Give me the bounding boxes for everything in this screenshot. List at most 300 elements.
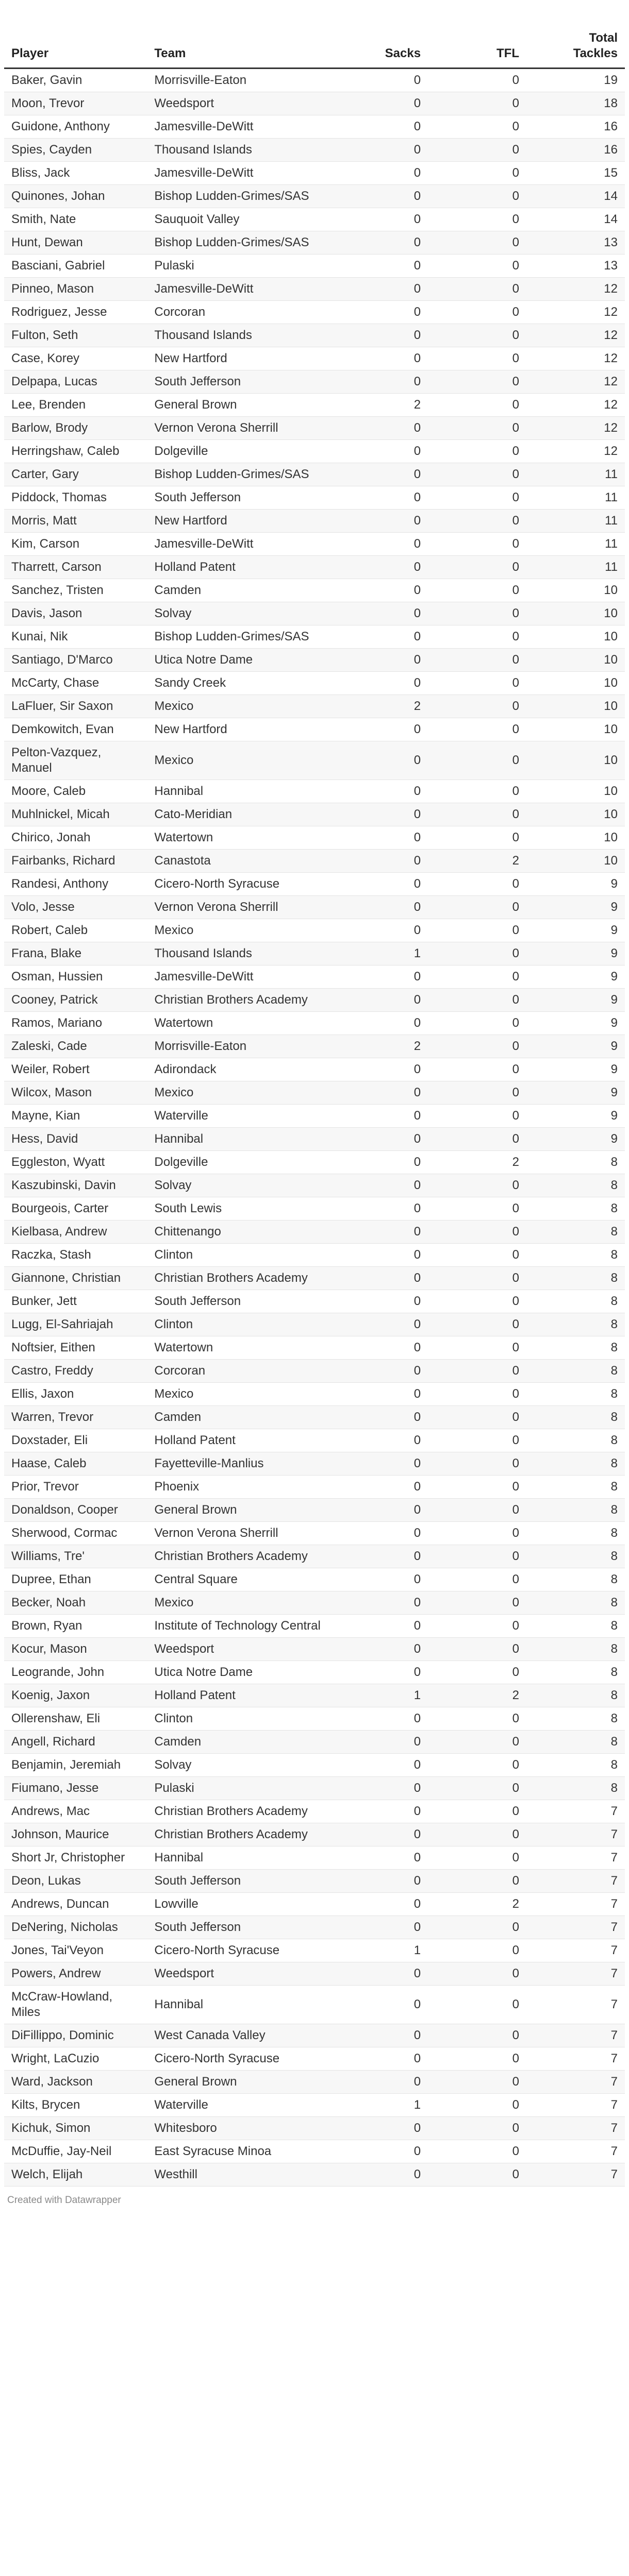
table-row xyxy=(4,254,625,277)
table-row xyxy=(4,1545,625,1568)
sacks-cell: 1 xyxy=(329,2093,428,2116)
table-body xyxy=(4,68,625,2186)
total-tackles-cell: 8 xyxy=(526,1684,625,1707)
total-tackles-cell: 8 xyxy=(526,1614,625,1637)
team-cell: Mexico xyxy=(147,694,329,718)
sacks-cell: 0 xyxy=(329,1545,428,1568)
table-row xyxy=(4,1243,625,1266)
total-tackles-cell: 8 xyxy=(526,1313,625,1336)
table-row xyxy=(4,1846,625,1869)
tfl-cell: 0 xyxy=(428,1707,526,1730)
tfl-cell: 2 xyxy=(428,1150,526,1174)
sacks-cell: 0 xyxy=(329,1892,428,1916)
sacks-cell: 0 xyxy=(329,849,428,872)
sacks-cell: 0 xyxy=(329,138,428,161)
table-row xyxy=(4,694,625,718)
column-header-team[interactable]: Team xyxy=(147,0,329,68)
table-row xyxy=(4,1220,625,1243)
player-cell: Brown, Ryan xyxy=(4,1614,147,1637)
table-row xyxy=(4,2140,625,2163)
team-cell: Thousand Islands xyxy=(147,138,329,161)
tfl-cell: 2 xyxy=(428,1684,526,1707)
tfl-cell: 0 xyxy=(428,1081,526,1104)
sacks-cell: 0 xyxy=(329,1359,428,1382)
tfl-cell: 0 xyxy=(428,1985,526,2024)
total-tackles-cell: 9 xyxy=(526,1127,625,1150)
total-tackles-cell: 10 xyxy=(526,579,625,602)
sacks-cell: 0 xyxy=(329,625,428,648)
table-row xyxy=(4,1011,625,1035)
sacks-cell: 0 xyxy=(329,1823,428,1846)
team-cell: Cicero-North Syracuse xyxy=(147,872,329,895)
player-cell: Lee, Brenden xyxy=(4,393,147,416)
tfl-cell: 0 xyxy=(428,895,526,919)
total-tackles-cell: 8 xyxy=(526,1382,625,1405)
tfl-cell: 0 xyxy=(428,277,526,300)
tfl-cell: 0 xyxy=(428,68,526,92)
total-tackles-cell: 14 xyxy=(526,208,625,231)
sacks-cell: 0 xyxy=(329,2024,428,2047)
total-tackles-cell: 10 xyxy=(526,648,625,671)
sacks-cell: 0 xyxy=(329,463,428,486)
tfl-cell: 0 xyxy=(428,1939,526,1962)
table-row xyxy=(4,1382,625,1405)
tfl-cell: 0 xyxy=(428,741,526,779)
total-tackles-cell: 12 xyxy=(526,300,625,324)
player-cell: Bourgeois, Carter xyxy=(4,1197,147,1220)
sacks-cell: 0 xyxy=(329,1776,428,1800)
total-tackles-cell: 11 xyxy=(526,509,625,532)
sacks-cell: 0 xyxy=(329,1707,428,1730)
team-cell: Morrisville-Eaton xyxy=(147,68,329,92)
table-row xyxy=(4,1290,625,1313)
tfl-cell: 0 xyxy=(428,2070,526,2093)
total-tackles-cell: 15 xyxy=(526,161,625,184)
sacks-cell: 0 xyxy=(329,115,428,138)
table-row xyxy=(4,1081,625,1104)
player-cell: Noftsier, Eithen xyxy=(4,1336,147,1359)
team-cell: Mexico xyxy=(147,1081,329,1104)
team-cell: Clinton xyxy=(147,1707,329,1730)
team-cell: South Jefferson xyxy=(147,370,329,393)
team-cell: Clinton xyxy=(147,1313,329,1336)
player-cell: Spies, Cayden xyxy=(4,138,147,161)
table-row xyxy=(4,1313,625,1336)
team-cell: General Brown xyxy=(147,2070,329,2093)
sacks-cell: 0 xyxy=(329,741,428,779)
player-cell: Castro, Freddy xyxy=(4,1359,147,1382)
table-row xyxy=(4,439,625,463)
sacks-cell: 0 xyxy=(329,2140,428,2163)
player-cell: Mayne, Kian xyxy=(4,1104,147,1127)
tackles-table xyxy=(4,0,625,2187)
team-cell: Dolgeville xyxy=(147,1150,329,1174)
total-tackles-cell: 9 xyxy=(526,895,625,919)
sacks-cell: 0 xyxy=(329,919,428,942)
team-cell: Solvay xyxy=(147,602,329,625)
player-cell: Pinneo, Mason xyxy=(4,277,147,300)
team-cell: Sauquoit Valley xyxy=(147,208,329,231)
table-row xyxy=(4,184,625,208)
player-cell: Bunker, Jett xyxy=(4,1290,147,1313)
total-tackles-cell: 9 xyxy=(526,988,625,1011)
player-cell: McCraw-Howland, Miles xyxy=(4,1985,147,2024)
total-tackles-cell: 13 xyxy=(526,254,625,277)
team-cell: Bishop Ludden-Grimes/SAS xyxy=(147,463,329,486)
player-cell: Ollerenshaw, Eli xyxy=(4,1707,147,1730)
total-tackles-cell: 8 xyxy=(526,1429,625,1452)
sacks-cell: 0 xyxy=(329,370,428,393)
player-cell: Weiler, Robert xyxy=(4,1058,147,1081)
player-cell: Robert, Caleb xyxy=(4,919,147,942)
player-cell: Guidone, Anthony xyxy=(4,115,147,138)
sacks-cell: 0 xyxy=(329,1753,428,1776)
tfl-cell: 0 xyxy=(428,92,526,115)
total-tackles-cell: 12 xyxy=(526,324,625,347)
team-cell: South Jefferson xyxy=(147,486,329,509)
team-cell: Corcoran xyxy=(147,300,329,324)
table-row xyxy=(4,1035,625,1058)
total-tackles-cell: 10 xyxy=(526,625,625,648)
total-tackles-cell: 7 xyxy=(526,1962,625,1985)
tfl-cell: 0 xyxy=(428,919,526,942)
sacks-cell: 0 xyxy=(329,1405,428,1429)
total-tackles-cell: 12 xyxy=(526,277,625,300)
total-tackles-cell: 7 xyxy=(526,1869,625,1892)
tfl-cell: 0 xyxy=(428,509,526,532)
player-cell: Moore, Caleb xyxy=(4,779,147,803)
sacks-cell: 0 xyxy=(329,1985,428,2024)
sacks-cell: 0 xyxy=(329,1429,428,1452)
tfl-cell: 0 xyxy=(428,1429,526,1452)
total-tackles-line-1: Total xyxy=(589,30,618,45)
tfl-cell: 0 xyxy=(428,1823,526,1846)
tfl-cell: 0 xyxy=(428,1197,526,1220)
table-row xyxy=(4,1776,625,1800)
sacks-cell: 0 xyxy=(329,602,428,625)
team-cell: South Lewis xyxy=(147,1197,329,1220)
table-row xyxy=(4,942,625,965)
total-tackles-cell: 12 xyxy=(526,439,625,463)
sacks-cell: 0 xyxy=(329,254,428,277)
team-cell: Christian Brothers Academy xyxy=(147,1823,329,1846)
total-tackles-cell: 10 xyxy=(526,718,625,741)
table-row xyxy=(4,895,625,919)
tfl-cell: 0 xyxy=(428,1266,526,1290)
player-cell: Wright, LaCuzio xyxy=(4,2047,147,2070)
tfl-cell: 0 xyxy=(428,1521,526,1545)
team-cell: Jamesville-DeWitt xyxy=(147,277,329,300)
table-row xyxy=(4,2070,625,2093)
tfl-cell: 0 xyxy=(428,648,526,671)
tfl-cell: 0 xyxy=(428,1660,526,1684)
total-tackles-cell: 8 xyxy=(526,1637,625,1660)
tfl-cell: 0 xyxy=(428,1498,526,1521)
player-cell: Kielbasa, Andrew xyxy=(4,1220,147,1243)
tfl-cell: 0 xyxy=(428,1405,526,1429)
table-row xyxy=(4,231,625,254)
sacks-cell: 0 xyxy=(329,184,428,208)
sacks-cell: 0 xyxy=(329,161,428,184)
total-tackles-cell: 9 xyxy=(526,1104,625,1127)
table-row xyxy=(4,347,625,370)
table-row xyxy=(4,648,625,671)
total-tackles-cell: 9 xyxy=(526,919,625,942)
team-cell: Cato-Meridian xyxy=(147,803,329,826)
sacks-cell: 0 xyxy=(329,1243,428,1266)
tfl-cell: 0 xyxy=(428,579,526,602)
sacks-cell: 0 xyxy=(329,1150,428,1174)
player-cell: Prior, Trevor xyxy=(4,1475,147,1498)
total-tackles-cell: 12 xyxy=(526,370,625,393)
sacks-cell: 0 xyxy=(329,555,428,579)
tfl-cell: 0 xyxy=(428,2116,526,2140)
tfl-cell: 0 xyxy=(428,718,526,741)
total-tackles-cell: 10 xyxy=(526,779,625,803)
sacks-cell: 0 xyxy=(329,988,428,1011)
tfl-cell: 0 xyxy=(428,1313,526,1336)
sacks-cell: 0 xyxy=(329,2070,428,2093)
sacks-cell: 0 xyxy=(329,277,428,300)
tfl-cell: 0 xyxy=(428,965,526,988)
total-tackles-cell: 18 xyxy=(526,92,625,115)
table-row xyxy=(4,277,625,300)
player-cell: Quinones, Johan xyxy=(4,184,147,208)
total-tackles-cell: 8 xyxy=(526,1521,625,1545)
sacks-cell: 0 xyxy=(329,1220,428,1243)
team-cell: Watertown xyxy=(147,826,329,849)
table-row xyxy=(4,779,625,803)
table-row xyxy=(4,1568,625,1591)
table-row xyxy=(4,1660,625,1684)
sacks-cell: 0 xyxy=(329,718,428,741)
sacks-cell: 0 xyxy=(329,1058,428,1081)
team-cell: East Syracuse Minoa xyxy=(147,2140,329,2163)
player-cell: Kilts, Brycen xyxy=(4,2093,147,2116)
sacks-cell: 0 xyxy=(329,1127,428,1150)
sacks-cell: 0 xyxy=(329,895,428,919)
tfl-cell: 0 xyxy=(428,1962,526,1985)
player-cell: Kunai, Nik xyxy=(4,625,147,648)
table-row xyxy=(4,1637,625,1660)
player-cell: Pelton-Vazquez, Manuel xyxy=(4,741,147,779)
player-cell: Carter, Gary xyxy=(4,463,147,486)
tfl-cell: 0 xyxy=(428,1359,526,1382)
player-cell: Ward, Jackson xyxy=(4,2070,147,2093)
tfl-cell: 0 xyxy=(428,1452,526,1475)
team-cell: Jamesville-DeWitt xyxy=(147,532,329,555)
sacks-cell: 0 xyxy=(329,1104,428,1127)
total-tackles-cell: 7 xyxy=(526,1985,625,2024)
sacks-cell: 0 xyxy=(329,231,428,254)
total-tackles-cell: 19 xyxy=(526,68,625,92)
tfl-cell: 0 xyxy=(428,1382,526,1405)
sacks-cell: 0 xyxy=(329,416,428,439)
tfl-cell: 0 xyxy=(428,1637,526,1660)
team-cell: Westhill xyxy=(147,2163,329,2186)
table-row xyxy=(4,919,625,942)
tfl-cell: 0 xyxy=(428,2140,526,2163)
team-cell: Jamesville-DeWitt xyxy=(147,161,329,184)
total-tackles-cell: 8 xyxy=(526,1405,625,1429)
player-cell: Rodriguez, Jesse xyxy=(4,300,147,324)
table-row xyxy=(4,1869,625,1892)
table-row xyxy=(4,625,625,648)
team-cell: Chittenango xyxy=(147,1220,329,1243)
total-tackles-cell: 13 xyxy=(526,231,625,254)
column-header-player[interactable]: Player xyxy=(4,0,147,68)
sacks-cell: 0 xyxy=(329,648,428,671)
table-row xyxy=(4,1104,625,1127)
sacks-cell: 0 xyxy=(329,1290,428,1313)
total-tackles-cell: 7 xyxy=(526,1800,625,1823)
team-cell: Bishop Ludden-Grimes/SAS xyxy=(147,231,329,254)
tfl-cell: 0 xyxy=(428,231,526,254)
tfl-cell: 0 xyxy=(428,671,526,694)
tfl-cell: 0 xyxy=(428,625,526,648)
total-tackles-cell: 9 xyxy=(526,942,625,965)
tfl-cell: 0 xyxy=(428,393,526,416)
tfl-cell: 0 xyxy=(428,184,526,208)
player-cell: Lugg, El-Sahriajah xyxy=(4,1313,147,1336)
total-tackles-cell: 7 xyxy=(526,2163,625,2186)
table-row xyxy=(4,1266,625,1290)
player-cell: DeNering, Nicholas xyxy=(4,1916,147,1939)
team-cell: Waterville xyxy=(147,2093,329,2116)
sacks-cell: 0 xyxy=(329,1475,428,1498)
sacks-cell: 0 xyxy=(329,671,428,694)
table-row xyxy=(4,826,625,849)
sacks-cell: 0 xyxy=(329,509,428,532)
player-cell: Hunt, Dewan xyxy=(4,231,147,254)
column-header-tfl[interactable]: TFL xyxy=(428,0,526,68)
team-cell: Fayetteville-Manlius xyxy=(147,1452,329,1475)
table-row xyxy=(4,393,625,416)
team-cell: Clinton xyxy=(147,1243,329,1266)
tfl-cell: 0 xyxy=(428,803,526,826)
sacks-cell: 0 xyxy=(329,532,428,555)
total-tackles-cell: 7 xyxy=(526,2070,625,2093)
total-tackles-cell: 8 xyxy=(526,1545,625,1568)
player-cell: Fairbanks, Richard xyxy=(4,849,147,872)
total-tackles-cell: 8 xyxy=(526,1498,625,1521)
total-tackles-cell: 8 xyxy=(526,1220,625,1243)
team-cell: Mexico xyxy=(147,1591,329,1614)
sacks-cell: 0 xyxy=(329,68,428,92)
total-tackles-line-2: Tackles xyxy=(573,46,618,60)
team-cell: Camden xyxy=(147,1405,329,1429)
player-cell: Sanchez, Tristen xyxy=(4,579,147,602)
table-row xyxy=(4,988,625,1011)
table-row xyxy=(4,300,625,324)
total-tackles-cell: 8 xyxy=(526,1591,625,1614)
tfl-cell: 0 xyxy=(428,872,526,895)
table-row xyxy=(4,1962,625,1985)
table-row xyxy=(4,579,625,602)
player-cell: Fiumano, Jesse xyxy=(4,1776,147,1800)
tfl-cell: 0 xyxy=(428,779,526,803)
tfl-cell: 0 xyxy=(428,463,526,486)
table-row xyxy=(4,1916,625,1939)
sacks-cell: 0 xyxy=(329,1916,428,1939)
player-cell: Benjamin, Jeremiah xyxy=(4,1753,147,1776)
column-header-sacks[interactable]: Sacks xyxy=(329,0,428,68)
total-tackles-cell: 8 xyxy=(526,1197,625,1220)
total-tackles-cell: 9 xyxy=(526,1035,625,1058)
total-tackles-cell: 10 xyxy=(526,826,625,849)
sacks-cell: 0 xyxy=(329,347,428,370)
player-cell: Kim, Carson xyxy=(4,532,147,555)
team-cell: Vernon Verona Sherrill xyxy=(147,1521,329,1545)
tfl-cell: 0 xyxy=(428,1011,526,1035)
table-row xyxy=(4,555,625,579)
sacks-cell: 0 xyxy=(329,1521,428,1545)
team-cell: Cicero-North Syracuse xyxy=(147,1939,329,1962)
player-cell: Frana, Blake xyxy=(4,942,147,965)
team-cell: Hannibal xyxy=(147,1985,329,2024)
table-row xyxy=(4,718,625,741)
table-row xyxy=(4,1892,625,1916)
team-cell: Watertown xyxy=(147,1336,329,1359)
table-row xyxy=(4,1197,625,1220)
player-cell: Morris, Matt xyxy=(4,509,147,532)
team-cell: Adirondack xyxy=(147,1058,329,1081)
total-tackles-cell: 7 xyxy=(526,1939,625,1962)
sacks-cell: 0 xyxy=(329,324,428,347)
sacks-cell: 1 xyxy=(329,942,428,965)
table-row xyxy=(4,2163,625,2186)
tfl-cell: 0 xyxy=(428,942,526,965)
total-tackles-cell: 7 xyxy=(526,2116,625,2140)
total-tackles-cell: 10 xyxy=(526,602,625,625)
table-row xyxy=(4,1429,625,1452)
total-tackles-cell: 8 xyxy=(526,1452,625,1475)
sacks-cell: 0 xyxy=(329,1568,428,1591)
team-cell: Pulaski xyxy=(147,254,329,277)
table-row xyxy=(4,92,625,115)
tfl-cell: 0 xyxy=(428,1336,526,1359)
team-cell: Weedsport xyxy=(147,1962,329,1985)
total-tackles-cell: 8 xyxy=(526,1730,625,1753)
table-container xyxy=(4,0,625,2576)
player-cell: Smith, Nate xyxy=(4,208,147,231)
total-tackles-cell: 8 xyxy=(526,1568,625,1591)
team-cell: General Brown xyxy=(147,393,329,416)
table-row xyxy=(4,803,625,826)
player-cell: Becker, Noah xyxy=(4,1591,147,1614)
sacks-cell: 0 xyxy=(329,803,428,826)
total-tackles-cell: 8 xyxy=(526,1336,625,1359)
table-row xyxy=(4,602,625,625)
team-cell: South Jefferson xyxy=(147,1290,329,1313)
player-cell: Sherwood, Cormac xyxy=(4,1521,147,1545)
sacks-cell: 0 xyxy=(329,779,428,803)
total-tackles-cell: 11 xyxy=(526,532,625,555)
table-row xyxy=(4,2116,625,2140)
player-cell: Short Jr, Christopher xyxy=(4,1846,147,1869)
tfl-cell: 0 xyxy=(428,694,526,718)
table-row xyxy=(4,1174,625,1197)
sacks-cell: 0 xyxy=(329,872,428,895)
sacks-cell: 0 xyxy=(329,439,428,463)
tfl-cell: 0 xyxy=(428,826,526,849)
tfl-cell: 0 xyxy=(428,1475,526,1498)
table-row xyxy=(4,1336,625,1359)
column-header-total-tackles[interactable] xyxy=(526,0,625,68)
total-tackles-cell: 8 xyxy=(526,1753,625,1776)
total-tackles-cell: 7 xyxy=(526,2093,625,2116)
total-tackles-cell: 7 xyxy=(526,1846,625,1869)
